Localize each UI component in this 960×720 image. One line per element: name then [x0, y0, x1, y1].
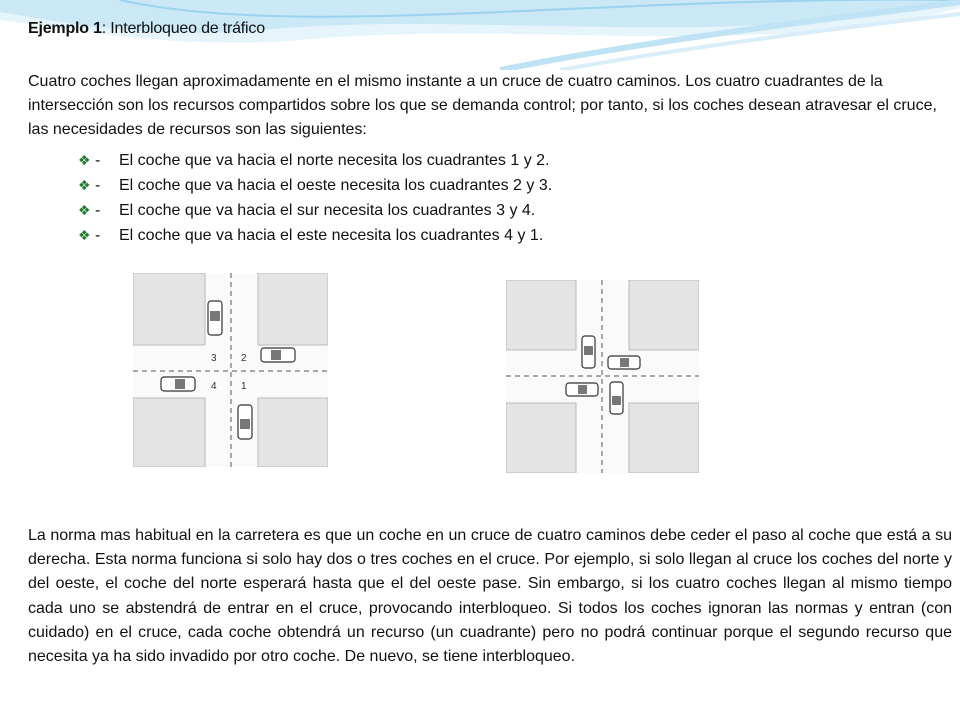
car-southbound — [208, 301, 222, 335]
quadrant-label-3: 3 — [211, 353, 217, 364]
bullet-dash: - — [95, 227, 101, 244]
example-heading-bold: Ejemplo 1 — [28, 20, 102, 37]
quadrant-label-2: 2 — [241, 353, 247, 364]
intro-paragraph: Cuatro coches llegan aproximadamente en el mismo instante a un cruce de cuatro caminos. Los cuatro cuadrantes de la intersección son los recursos compartidos sobre los que se demanda control; por tanto, si los coches desean atravesar el cruce, las necesidades de recursos son las siguientes: — [28, 73, 937, 138]
list-item — [78, 173, 552, 198]
car-eastbound — [566, 383, 598, 396]
example-heading-title: : Interbloqueo de tráfico — [101, 20, 265, 37]
resource-requirements-list — [78, 148, 552, 248]
quadrant-label-4: 4 — [211, 381, 217, 392]
list-item-text: El coche que va hacia el sur necesita los cuadrantes 3 y 4. — [119, 202, 536, 219]
car-northbound — [610, 382, 623, 414]
list-item — [78, 223, 552, 248]
bullet-dash: - — [95, 202, 101, 219]
list-item-text: El coche que va hacia el este necesita los cuadrantes 4 y 1. — [119, 227, 544, 244]
diamond-bullet-icon: ❖ — [78, 152, 91, 168]
list-item-text: El coche que va hacia el oeste necesita los cuadrantes 2 y 3. — [119, 177, 553, 194]
example-heading — [28, 20, 265, 38]
car-eastbound — [161, 377, 195, 391]
diamond-bullet-icon: ❖ — [78, 177, 91, 193]
list-item — [78, 198, 552, 223]
intersection-figure-approach — [133, 273, 328, 467]
list-item-text: El coche que va hacia el norte necesita los cuadrantes 1 y 2. — [119, 152, 550, 169]
intersection-figure-deadlock — [506, 280, 699, 473]
car-northbound — [238, 405, 252, 439]
car-westbound — [261, 348, 295, 362]
diamond-bullet-icon: ❖ — [78, 227, 91, 243]
car-southbound — [582, 336, 595, 368]
bullet-dash: - — [95, 177, 101, 194]
diamond-bullet-icon: ❖ — [78, 202, 91, 218]
list-item — [78, 148, 552, 173]
car-westbound — [608, 356, 640, 369]
bullet-dash: - — [95, 152, 101, 169]
quadrant-label-1: 1 — [241, 381, 247, 392]
deadlock-explanation-paragraph: La norma mas habitual en la carretera es que un coche en un cruce de cuatro caminos debe ceder el paso al coche que está a su derecha. Esta norma funciona si solo hay dos o tres coches en el cruce. Por ejemplo, si solo llegan al cruce los coches del norte y del oeste, el coche del norte esperará hasta que el del oeste pase. Sin embargo, si los cuatro coches llegan al mismo tiempo cada uno se abstendrá de entrar en el cruce, provocando interbloqueo. Si todos los coches ignoran las normas y entran (con cuidado) en el cruce, cada coche obtendrá un recurso (un cuadrante) pero no podrá continuar porque el segundo recurso que necesita ya ha sido invadido por otro coche. De nuevo, se tiene interbloqueo. — [28, 527, 952, 666]
